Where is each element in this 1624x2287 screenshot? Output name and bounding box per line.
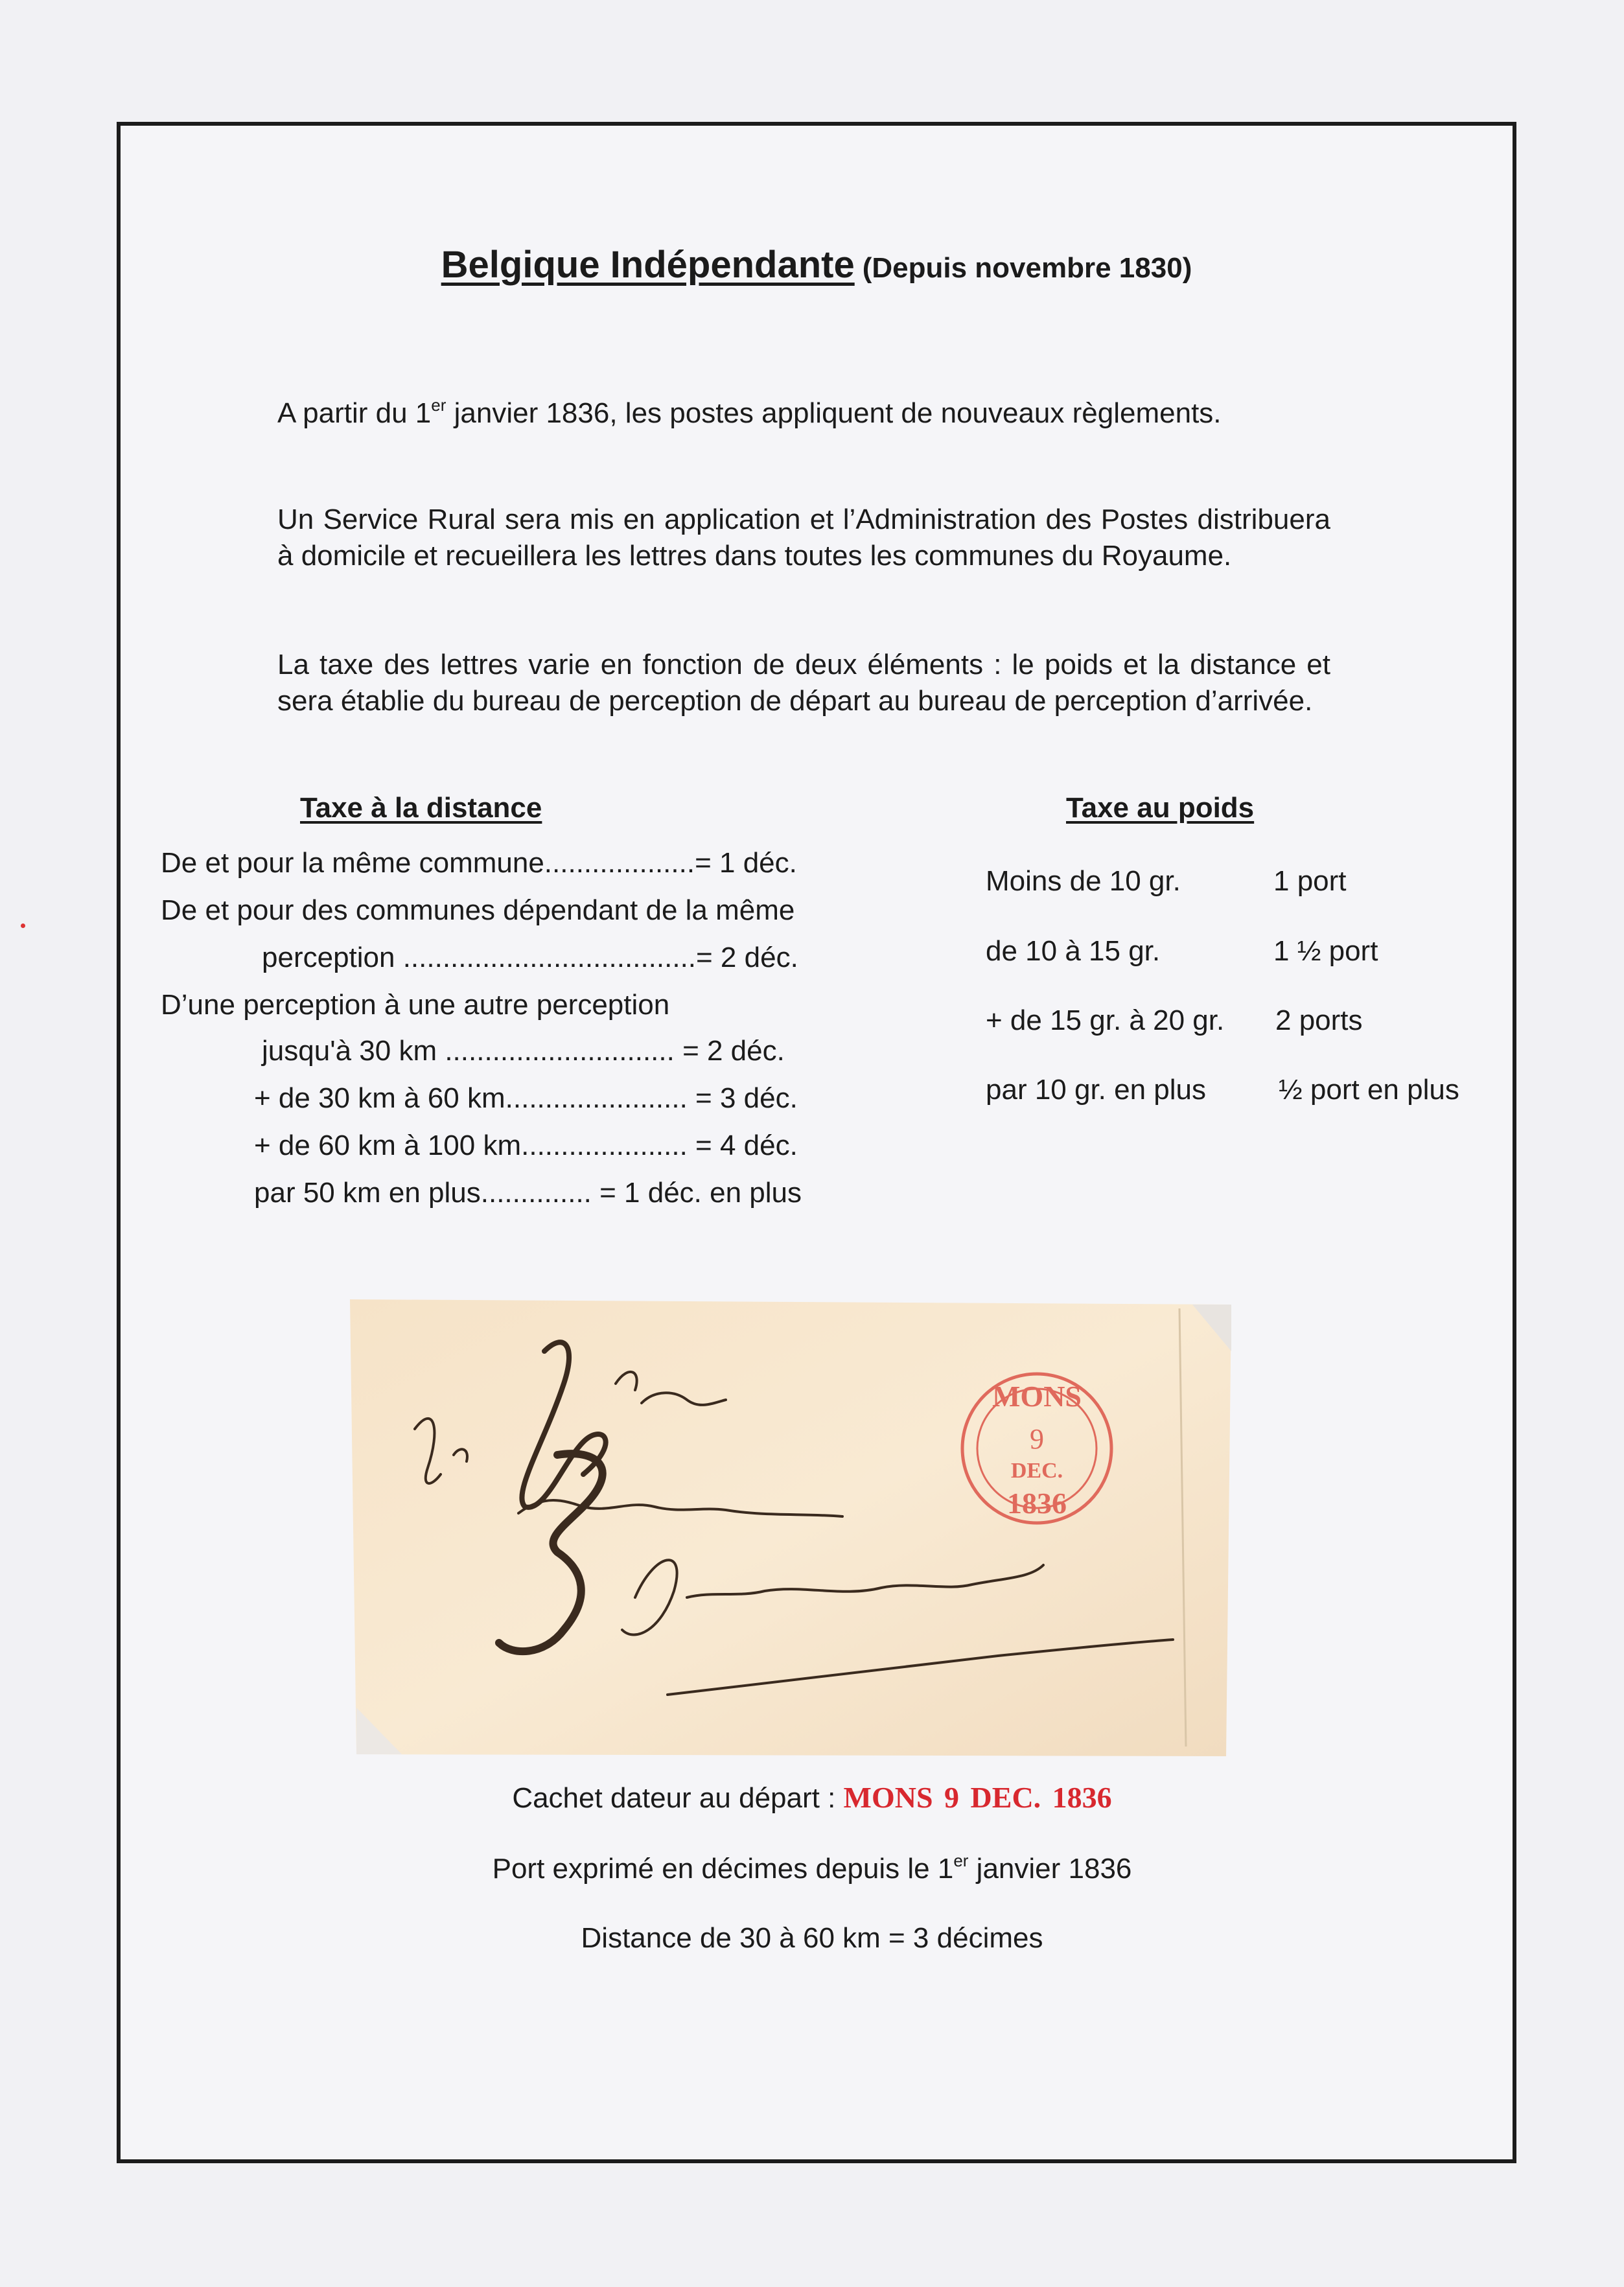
weight-cell: + de 15 gr. à 20 gr.	[986, 1004, 1225, 1036]
weight-cell: Moins de 10 gr.	[986, 865, 1181, 897]
distance-tax-title: Taxe à la distance	[300, 792, 542, 824]
weight-cell: par 10 gr. en plus	[986, 1074, 1207, 1106]
distance-line: + de 60 km à 100 km..................... = 4 déc.	[254, 1130, 798, 1161]
distance-line: par 50 km en plus.............. = 1 déc. en plus	[254, 1177, 802, 1209]
intro-paragraph-2: Un Service Rural sera mis en application et l’Administration des Postes distribuera à domicile et recueillera les lettres dans toutes les communes du Royaume.	[277, 504, 1330, 572]
caption-distance: Distance de 30 à 60 km = 3 décimes	[581, 1922, 1043, 1954]
title-main: Belgique Indépendante	[441, 244, 855, 286]
intro-paragraph-3: La taxe des lettres varie en fonction de deux éléments : le poids et la distance et sera établie du bureau de perception de départ au bureau de perception d’arrivée.	[277, 649, 1330, 717]
postmark-town: MONS	[992, 1380, 1082, 1413]
envelope-paper	[350, 1299, 1231, 1756]
page-title	[0, 243, 1624, 286]
intro-paragraph-1: A partir du 1er janvier 1836, les postes appliquent de nouveaux règlements.	[277, 395, 1222, 429]
distance-line: De et pour la même commune...................= 1 déc.	[161, 847, 797, 879]
red-speck	[21, 923, 25, 928]
postmark-year: 1836	[1007, 1487, 1067, 1520]
weight-tax-title: Taxe au poids	[1066, 792, 1255, 824]
postmark-month: DEC.	[1010, 1459, 1063, 1483]
rate-cell: 1 ½ port	[1273, 935, 1378, 967]
distance-line: + de 30 km à 60 km....................... = 3 déc.	[254, 1082, 798, 1114]
cover-letter-image	[350, 1293, 1231, 1759]
rate-cell: ½ port en plus	[1279, 1074, 1459, 1106]
rate-cell: 2 ports	[1275, 1004, 1363, 1036]
caption-postmark: Cachet dateur au départ : MONS 9 DEC. 1836	[512, 1781, 1112, 1814]
postmark-day: 9	[1030, 1423, 1044, 1455]
title-subtitle: (Depuis novembre 1830)	[862, 252, 1192, 284]
weight-cell: de 10 à 15 gr.	[986, 935, 1161, 967]
caption-port: Port exprimé en décimes depuis le 1er janvier 1836	[492, 1851, 1132, 1885]
distance-line: D’une perception à une autre perception	[161, 989, 670, 1021]
distance-line: De et pour des communes dépendant de la même	[161, 894, 795, 926]
rate-cell: 1 port	[1273, 865, 1347, 897]
distance-line: jusqu'à 30 km ............................. = 2 déc.	[262, 1035, 785, 1067]
distance-line: perception .....................................= 2 déc.	[262, 942, 798, 973]
